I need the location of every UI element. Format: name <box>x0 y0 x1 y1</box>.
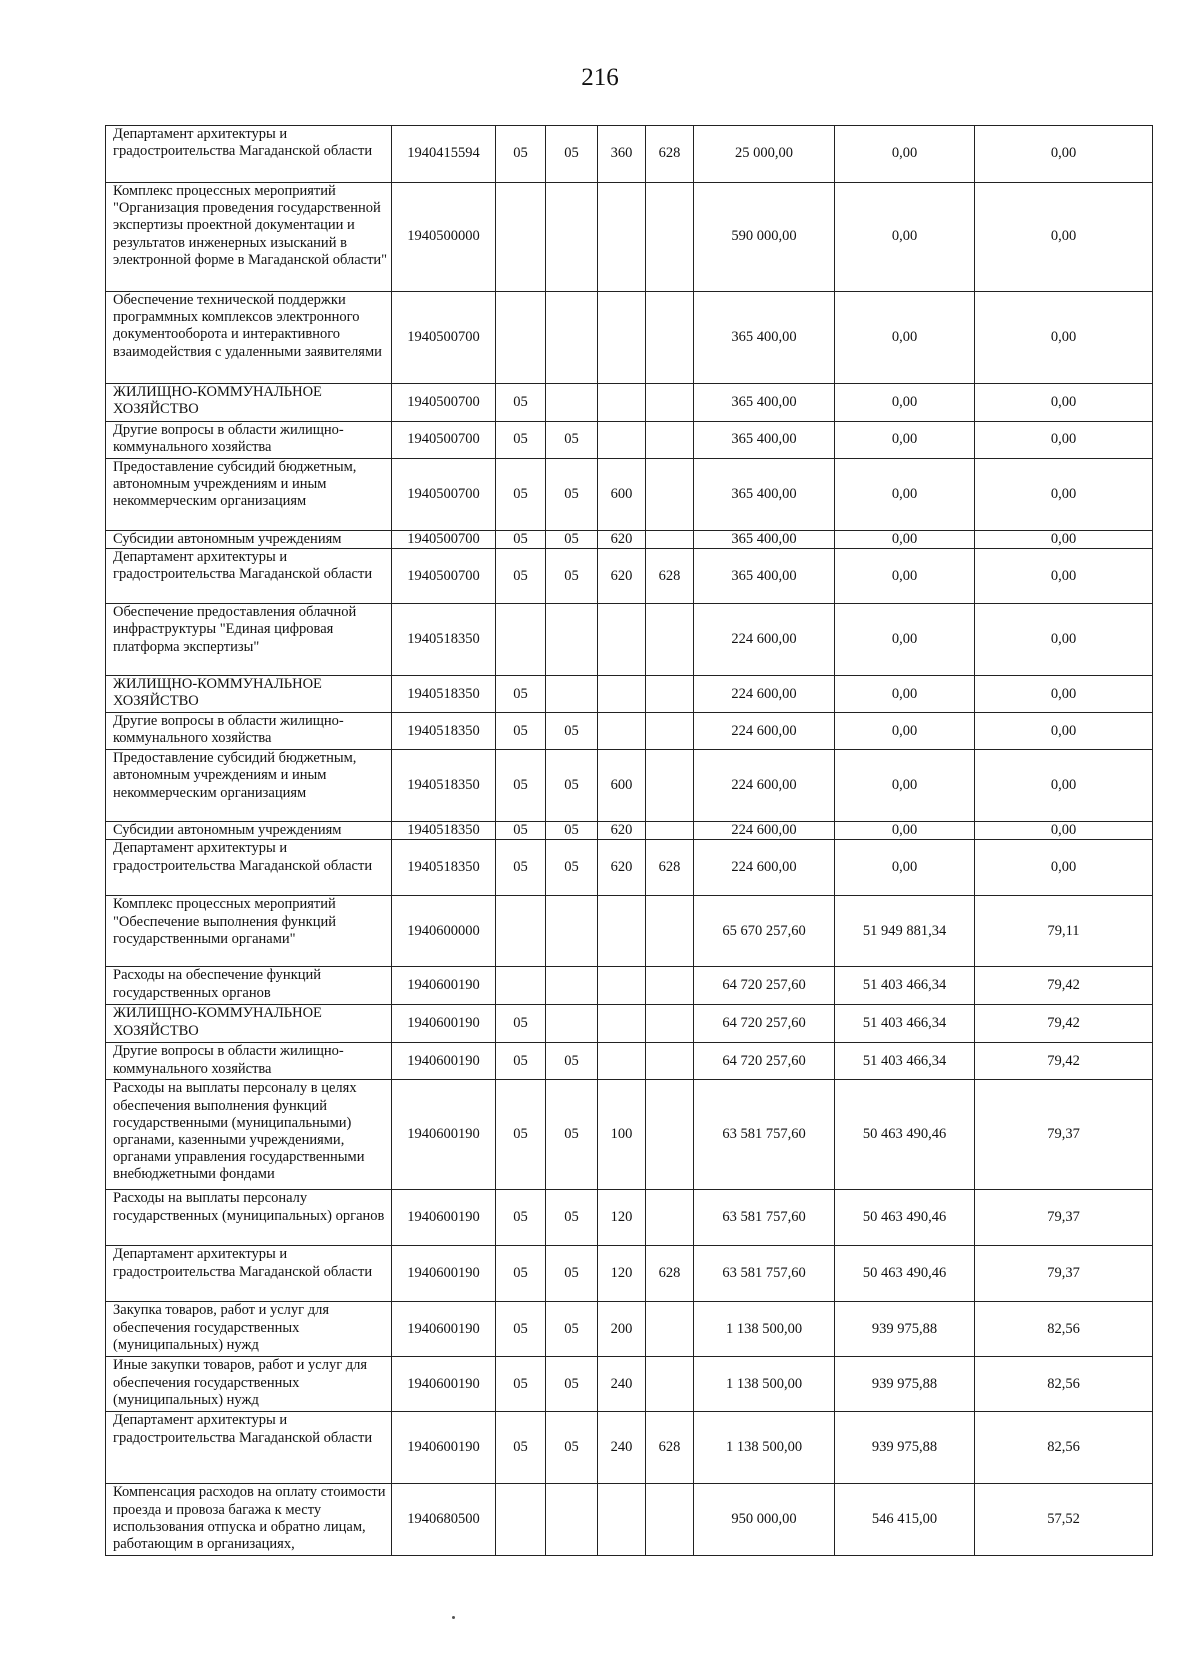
row-name-cell: Закупка товаров, работ и услуг для обеспечения государственных (муниципальных) нужд <box>106 1302 392 1357</box>
executed-amount-cell: 0,00 <box>835 750 975 822</box>
table-row <box>106 1080 1153 1190</box>
section-cell: 05 <box>496 1246 546 1302</box>
target-code-cell: 1940600190 <box>392 1357 496 1412</box>
target-code-cell: 1940518350 <box>392 604 496 676</box>
table-row <box>106 896 1153 967</box>
table-row <box>106 713 1153 750</box>
section-cell: 05 <box>496 1412 546 1484</box>
subsection-cell <box>546 896 598 967</box>
subsection-cell: 05 <box>546 822 598 840</box>
target-code-cell: 1940600190 <box>392 1302 496 1357</box>
row-name-cell: Другие вопросы в области жилищно-коммунального хозяйства <box>106 422 392 459</box>
plan-amount-cell: 63 581 757,60 <box>694 1080 835 1190</box>
plan-amount-cell: 590 000,00 <box>694 183 835 292</box>
expense-type-cell: 620 <box>598 822 646 840</box>
percent-cell: 0,00 <box>975 840 1153 896</box>
target-code-cell: 1940500000 <box>392 183 496 292</box>
row-name-cell: Предоставление субсидий бюджетным, автономным учреждениям и иным некоммерческим организациям <box>106 459 392 531</box>
subsection-cell: 05 <box>546 1080 598 1190</box>
expense-type-cell: 600 <box>598 750 646 822</box>
expense-type-cell: 600 <box>598 459 646 531</box>
administrator-cell <box>646 1005 694 1043</box>
table-row <box>106 549 1153 604</box>
table-row <box>106 126 1153 183</box>
plan-amount-cell: 1 138 500,00 <box>694 1412 835 1484</box>
row-name-cell: Расходы на обеспечение функций государственных органов <box>106 967 392 1005</box>
executed-amount-cell: 50 463 490,46 <box>835 1246 975 1302</box>
expense-type-cell <box>598 604 646 676</box>
expense-type-cell <box>598 713 646 750</box>
percent-cell: 0,00 <box>975 604 1153 676</box>
table-row <box>106 292 1153 384</box>
administrator-cell <box>646 1080 694 1190</box>
subsection-cell: 05 <box>546 459 598 531</box>
percent-cell: 0,00 <box>975 126 1153 183</box>
plan-amount-cell: 64 720 257,60 <box>694 1005 835 1043</box>
executed-amount-cell: 51 403 466,34 <box>835 1043 975 1080</box>
row-name-cell: Компенсация расходов на оплату стоимости проезда и провоза багажа к месту использования отпуска и обратно лицам, работающим в организациях, <box>106 1484 392 1556</box>
plan-amount-cell: 950 000,00 <box>694 1484 835 1556</box>
administrator-cell <box>646 604 694 676</box>
row-name-cell: Иные закупки товаров, работ и услуг для обеспечения государственных (муниципальных) нужд <box>106 1357 392 1412</box>
expense-type-cell <box>598 292 646 384</box>
row-name-cell: Субсидии автономным учреждениям <box>106 822 392 840</box>
plan-amount-cell: 63 581 757,60 <box>694 1190 835 1246</box>
table-row <box>106 422 1153 459</box>
row-name-cell: Предоставление субсидий бюджетным, автономным учреждениям и иным некоммерческим организациям <box>106 750 392 822</box>
plan-amount-cell: 1 138 500,00 <box>694 1302 835 1357</box>
percent-cell: 0,00 <box>975 750 1153 822</box>
row-name-cell: Комплекс процессных мероприятий "Обеспечение выполнения функций государственными органами" <box>106 896 392 967</box>
row-name-cell: Расходы на выплаты персоналу в целях обеспечения выполнения функций государственными (муниципальными) органами, казенными учреждениями, органами управления государственными внебюджетными фондами <box>106 1080 392 1190</box>
subsection-cell <box>546 183 598 292</box>
administrator-cell: 628 <box>646 549 694 604</box>
section-cell: 05 <box>496 422 546 459</box>
target-code-cell: 1940680500 <box>392 1484 496 1556</box>
target-code-cell: 1940600190 <box>392 1043 496 1080</box>
plan-amount-cell: 365 400,00 <box>694 422 835 459</box>
administrator-cell <box>646 422 694 459</box>
percent-cell: 82,56 <box>975 1412 1153 1484</box>
subsection-cell: 05 <box>546 549 598 604</box>
section-cell: 05 <box>496 1302 546 1357</box>
administrator-cell: 628 <box>646 1412 694 1484</box>
section-cell: 05 <box>496 822 546 840</box>
plan-amount-cell: 25 000,00 <box>694 126 835 183</box>
row-name-cell: Другие вопросы в области жилищно-коммунального хозяйства <box>106 713 392 750</box>
percent-cell: 82,56 <box>975 1357 1153 1412</box>
expense-type-cell <box>598 896 646 967</box>
section-cell: 05 <box>496 1005 546 1043</box>
budget-table <box>105 125 1153 1556</box>
row-name-cell: Департамент архитектуры и градостроительства Магаданской области <box>106 840 392 896</box>
percent-cell: 0,00 <box>975 422 1153 459</box>
target-code-cell: 1940500700 <box>392 549 496 604</box>
percent-cell: 0,00 <box>975 384 1153 422</box>
plan-amount-cell: 224 600,00 <box>694 676 835 713</box>
table-row <box>106 604 1153 676</box>
table-row <box>106 676 1153 713</box>
subsection-cell <box>546 1484 598 1556</box>
table-row <box>106 183 1153 292</box>
executed-amount-cell: 939 975,88 <box>835 1302 975 1357</box>
administrator-cell <box>646 1302 694 1357</box>
subsection-cell: 05 <box>546 1043 598 1080</box>
executed-amount-cell: 0,00 <box>835 292 975 384</box>
table-row <box>106 459 1153 531</box>
subsection-cell <box>546 384 598 422</box>
target-code-cell: 1940518350 <box>392 750 496 822</box>
percent-cell: 0,00 <box>975 531 1153 549</box>
subsection-cell: 05 <box>546 1246 598 1302</box>
percent-cell: 0,00 <box>975 459 1153 531</box>
plan-amount-cell: 365 400,00 <box>694 531 835 549</box>
expense-type-cell: 620 <box>598 840 646 896</box>
subsection-cell: 05 <box>546 1302 598 1357</box>
percent-cell: 0,00 <box>975 292 1153 384</box>
row-name-cell: Расходы на выплаты персоналу государственных (муниципальных) органов <box>106 1190 392 1246</box>
executed-amount-cell: 50 463 490,46 <box>835 1190 975 1246</box>
target-code-cell: 1940518350 <box>392 840 496 896</box>
expense-type-cell <box>598 1005 646 1043</box>
expense-type-cell <box>598 183 646 292</box>
section-cell: 05 <box>496 549 546 604</box>
plan-amount-cell: 365 400,00 <box>694 292 835 384</box>
section-cell: 05 <box>496 1043 546 1080</box>
plan-amount-cell: 365 400,00 <box>694 549 835 604</box>
scan-speck <box>452 1616 455 1619</box>
executed-amount-cell: 0,00 <box>835 422 975 459</box>
percent-cell: 0,00 <box>975 822 1153 840</box>
executed-amount-cell: 0,00 <box>835 459 975 531</box>
section-cell <box>496 896 546 967</box>
row-name-cell: Обеспечение технической поддержки программных комплексов электронного документооборота и интерактивного взаимодействия с удаленными заявителями <box>106 292 392 384</box>
administrator-cell <box>646 531 694 549</box>
plan-amount-cell: 65 670 257,60 <box>694 896 835 967</box>
percent-cell: 0,00 <box>975 183 1153 292</box>
target-code-cell: 1940500700 <box>392 384 496 422</box>
percent-cell: 79,42 <box>975 1043 1153 1080</box>
section-cell: 05 <box>496 459 546 531</box>
subsection-cell: 05 <box>546 1190 598 1246</box>
expense-type-cell: 620 <box>598 549 646 604</box>
row-name-cell: ЖИЛИЩНО-КОММУНАЛЬНОЕ ХОЗЯЙСТВО <box>106 384 392 422</box>
subsection-cell <box>546 292 598 384</box>
target-code-cell: 1940500700 <box>392 422 496 459</box>
table-row <box>106 1246 1153 1302</box>
table-row <box>106 1412 1153 1484</box>
percent-cell: 82,56 <box>975 1302 1153 1357</box>
administrator-cell <box>646 459 694 531</box>
table-row <box>106 531 1153 549</box>
row-name-cell: Департамент архитектуры и градостроительства Магаданской области <box>106 549 392 604</box>
section-cell <box>496 604 546 676</box>
plan-amount-cell: 224 600,00 <box>694 822 835 840</box>
subsection-cell: 05 <box>546 1412 598 1484</box>
table-row <box>106 1190 1153 1246</box>
subsection-cell: 05 <box>546 422 598 459</box>
target-code-cell: 1940518350 <box>392 713 496 750</box>
executed-amount-cell: 0,00 <box>835 822 975 840</box>
target-code-cell: 1940600190 <box>392 1005 496 1043</box>
plan-amount-cell: 1 138 500,00 <box>694 1357 835 1412</box>
section-cell: 05 <box>496 840 546 896</box>
administrator-cell <box>646 1190 694 1246</box>
table-row <box>106 1302 1153 1357</box>
row-name-cell: Департамент архитектуры и градостроительства Магаданской области <box>106 126 392 183</box>
executed-amount-cell: 0,00 <box>835 713 975 750</box>
subsection-cell: 05 <box>546 713 598 750</box>
administrator-cell <box>646 822 694 840</box>
table-row <box>106 1484 1153 1556</box>
target-code-cell: 1940518350 <box>392 822 496 840</box>
page-number: 216 <box>581 64 619 91</box>
subsection-cell: 05 <box>546 750 598 822</box>
executed-amount-cell: 0,00 <box>835 531 975 549</box>
administrator-cell: 628 <box>646 126 694 183</box>
row-name-cell: Другие вопросы в области жилищно-коммунального хозяйства <box>106 1043 392 1080</box>
row-name-cell: Обеспечение предоставления облачной инфраструктуры "Единая цифровая платформа экспертизы" <box>106 604 392 676</box>
executed-amount-cell: 0,00 <box>835 676 975 713</box>
subsection-cell: 05 <box>546 1357 598 1412</box>
plan-amount-cell: 365 400,00 <box>694 384 835 422</box>
subsection-cell <box>546 1005 598 1043</box>
expense-type-cell: 120 <box>598 1246 646 1302</box>
expense-type-cell: 360 <box>598 126 646 183</box>
executed-amount-cell: 51 403 466,34 <box>835 1005 975 1043</box>
administrator-cell <box>646 967 694 1005</box>
administrator-cell <box>646 292 694 384</box>
row-name-cell: Субсидии автономным учреждениям <box>106 531 392 549</box>
executed-amount-cell: 939 975,88 <box>835 1412 975 1484</box>
table-row <box>106 967 1153 1005</box>
row-name-cell: ЖИЛИЩНО-КОММУНАЛЬНОЕ ХОЗЯЙСТВО <box>106 676 392 713</box>
plan-amount-cell: 224 600,00 <box>694 713 835 750</box>
table-row <box>106 822 1153 840</box>
percent-cell: 0,00 <box>975 713 1153 750</box>
table-row <box>106 384 1153 422</box>
executed-amount-cell: 0,00 <box>835 183 975 292</box>
table-row <box>106 840 1153 896</box>
target-code-cell: 1940600190 <box>392 1080 496 1190</box>
percent-cell: 0,00 <box>975 549 1153 604</box>
expense-type-cell <box>598 422 646 459</box>
target-code-cell: 1940600000 <box>392 896 496 967</box>
percent-cell: 79,37 <box>975 1246 1153 1302</box>
table-body <box>106 126 1153 1556</box>
percent-cell: 79,42 <box>975 1005 1153 1043</box>
expense-type-cell <box>598 967 646 1005</box>
plan-amount-cell: 224 600,00 <box>694 604 835 676</box>
subsection-cell: 05 <box>546 126 598 183</box>
row-name-cell: ЖИЛИЩНО-КОММУНАЛЬНОЕ ХОЗЯЙСТВО <box>106 1005 392 1043</box>
administrator-cell <box>646 896 694 967</box>
percent-cell: 79,37 <box>975 1080 1153 1190</box>
percent-cell: 0,00 <box>975 676 1153 713</box>
executed-amount-cell: 50 463 490,46 <box>835 1080 975 1190</box>
table-row <box>106 750 1153 822</box>
section-cell: 05 <box>496 1357 546 1412</box>
administrator-cell <box>646 384 694 422</box>
expense-type-cell <box>598 1484 646 1556</box>
percent-cell: 57,52 <box>975 1484 1153 1556</box>
percent-cell: 79,37 <box>975 1190 1153 1246</box>
executed-amount-cell: 0,00 <box>835 126 975 183</box>
executed-amount-cell: 0,00 <box>835 604 975 676</box>
administrator-cell <box>646 1357 694 1412</box>
target-code-cell: 1940600190 <box>392 1190 496 1246</box>
executed-amount-cell: 546 415,00 <box>835 1484 975 1556</box>
plan-amount-cell: 63 581 757,60 <box>694 1246 835 1302</box>
row-name-cell: Департамент архитектуры и градостроительства Магаданской области <box>106 1246 392 1302</box>
row-name-cell: Комплекс процессных мероприятий "Организация проведения государственной экспертизы проектной документации и результатов инженерных изысканий в электронной форме в Магаданской области" <box>106 183 392 292</box>
plan-amount-cell: 224 600,00 <box>694 840 835 896</box>
subsection-cell <box>546 676 598 713</box>
expense-type-cell: 240 <box>598 1412 646 1484</box>
executed-amount-cell: 0,00 <box>835 384 975 422</box>
section-cell: 05 <box>496 676 546 713</box>
plan-amount-cell: 365 400,00 <box>694 459 835 531</box>
plan-amount-cell: 64 720 257,60 <box>694 1043 835 1080</box>
section-cell <box>496 967 546 1005</box>
section-cell: 05 <box>496 531 546 549</box>
subsection-cell: 05 <box>546 531 598 549</box>
executed-amount-cell: 0,00 <box>835 549 975 604</box>
target-code-cell: 1940600190 <box>392 1412 496 1484</box>
subsection-cell: 05 <box>546 840 598 896</box>
administrator-cell <box>646 183 694 292</box>
expense-type-cell: 620 <box>598 531 646 549</box>
table-row <box>106 1043 1153 1080</box>
subsection-cell <box>546 967 598 1005</box>
target-code-cell: 1940500700 <box>392 292 496 384</box>
executed-amount-cell: 51 949 881,34 <box>835 896 975 967</box>
subsection-cell <box>546 604 598 676</box>
expense-type-cell: 100 <box>598 1080 646 1190</box>
plan-amount-cell: 64 720 257,60 <box>694 967 835 1005</box>
target-code-cell: 1940415594 <box>392 126 496 183</box>
expense-type-cell <box>598 1043 646 1080</box>
section-cell: 05 <box>496 1080 546 1190</box>
administrator-cell: 628 <box>646 1246 694 1302</box>
administrator-cell <box>646 1484 694 1556</box>
percent-cell: 79,42 <box>975 967 1153 1005</box>
executed-amount-cell: 51 403 466,34 <box>835 967 975 1005</box>
expense-type-cell: 240 <box>598 1357 646 1412</box>
table-row <box>106 1005 1153 1043</box>
section-cell <box>496 292 546 384</box>
administrator-cell: 628 <box>646 840 694 896</box>
administrator-cell <box>646 713 694 750</box>
administrator-cell <box>646 750 694 822</box>
expense-type-cell <box>598 676 646 713</box>
executed-amount-cell: 0,00 <box>835 840 975 896</box>
section-cell: 05 <box>496 713 546 750</box>
administrator-cell <box>646 676 694 713</box>
section-cell: 05 <box>496 126 546 183</box>
administrator-cell <box>646 1043 694 1080</box>
expense-type-cell: 200 <box>598 1302 646 1357</box>
plan-amount-cell: 224 600,00 <box>694 750 835 822</box>
section-cell: 05 <box>496 1190 546 1246</box>
section-cell <box>496 183 546 292</box>
row-name-cell: Департамент архитектуры и градостроительства Магаданской области <box>106 1412 392 1484</box>
executed-amount-cell: 939 975,88 <box>835 1357 975 1412</box>
expense-type-cell: 120 <box>598 1190 646 1246</box>
section-cell: 05 <box>496 384 546 422</box>
target-code-cell: 1940518350 <box>392 676 496 713</box>
table-row <box>106 1357 1153 1412</box>
percent-cell: 79,11 <box>975 896 1153 967</box>
target-code-cell: 1940500700 <box>392 459 496 531</box>
target-code-cell: 1940600190 <box>392 967 496 1005</box>
target-code-cell: 1940600190 <box>392 1246 496 1302</box>
section-cell <box>496 1484 546 1556</box>
target-code-cell: 1940500700 <box>392 531 496 549</box>
section-cell: 05 <box>496 750 546 822</box>
expense-type-cell <box>598 384 646 422</box>
